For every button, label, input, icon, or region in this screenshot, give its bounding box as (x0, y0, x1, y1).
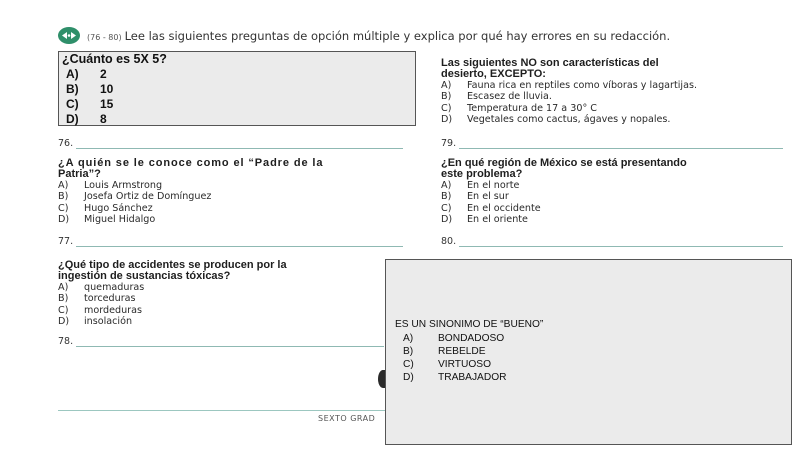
option-b: B) Josefa Ortiz de Domínguez (58, 191, 212, 203)
option-c: C) VIRTUOSO (403, 359, 492, 370)
option-c: C) mordeduras (58, 304, 142, 316)
question-title-line1: ¿Qué tipo de accidentes se producen por la (58, 259, 287, 271)
option-a: A) Louis Armstrong (58, 180, 163, 191)
option-c: C) Temperatura de 17 a 30° C (441, 102, 597, 114)
option-d: D) TRABAJADOR (403, 372, 507, 383)
question-range: (76 - 80) (87, 33, 122, 42)
question-title-line2: este problema? (441, 168, 523, 180)
question-title-line1: ¿A quién se le conoce como el “Padre de la (58, 157, 324, 169)
option-a: A) Fauna rica en reptiles como víboras y lagartijas. (441, 80, 698, 91)
answer-number-76: 76. (58, 138, 74, 149)
question-sustancias-toxicas (58, 260, 388, 327)
footer-text: SEXTO GRAD (318, 414, 376, 423)
question-title-line2: ingestión de sustancias tóxicas? (58, 270, 231, 282)
option-b: B) REBELDE (403, 346, 486, 357)
instructions-text: Lee las siguientes preguntas de opción múltiple y explica por qué hay errores en su redacción. (124, 29, 671, 43)
options-list (58, 282, 388, 327)
question-box-sinonimo (385, 259, 792, 445)
answer-line-77[interactable] (76, 246, 403, 247)
option-b: B) 10 (66, 82, 114, 96)
question-title-line2: desierto, EXCEPTO: (441, 68, 546, 80)
option-b: B) En el sur (441, 191, 509, 203)
question-desierto (441, 58, 791, 125)
answer-line-78[interactable] (76, 346, 384, 347)
question-box-multiplication (58, 51, 416, 126)
answer-line-76[interactable] (76, 148, 403, 149)
question-title-line1: Las siguientes NO son características del (441, 57, 659, 69)
question-region-mexico (441, 158, 791, 225)
option-d: D) insolación (58, 315, 133, 327)
option-a: A) quemaduras (58, 282, 145, 293)
option-a: A) BONDADOSO (403, 333, 505, 344)
option-b: B) Escasez de lluvia. (441, 91, 552, 103)
green-arrows-icon (58, 27, 80, 44)
option-d: D) Vegetales como cactus, ágaves y nopales. (441, 113, 671, 125)
question-title: ES UN SINONIMO DE “BUENO” (395, 319, 544, 330)
option-d: D) En el oriente (441, 213, 528, 225)
option-a: A) En el norte (441, 180, 520, 191)
footer-rule (58, 410, 388, 411)
options-list (441, 180, 791, 225)
option-d: D) Miguel Hidalgo (58, 213, 156, 225)
instructions (87, 29, 670, 43)
option-d: D) 8 (66, 112, 107, 126)
answer-number-78: 78. (58, 336, 74, 347)
answer-line-79[interactable] (459, 148, 783, 149)
question-padre-patria (58, 158, 408, 225)
options-list (58, 180, 408, 225)
option-a: A) 2 (66, 67, 107, 81)
option-b: B) torceduras (58, 293, 136, 305)
question-title-line2: Patria”? (58, 168, 101, 180)
question-title: ¿Cuánto es 5X 5? (62, 52, 167, 66)
answer-line-80[interactable] (459, 246, 783, 247)
option-c: C) En el occidente (441, 202, 541, 214)
answer-number-80: 80. (441, 236, 457, 247)
answer-number-77: 77. (58, 236, 74, 247)
option-c: C) Hugo Sánchez (58, 202, 153, 214)
option-c: C) 15 (66, 97, 114, 111)
options-list (441, 80, 791, 125)
answer-number-79: 79. (441, 138, 457, 149)
question-title-line1: ¿En qué región de México se está presentando (441, 157, 687, 169)
